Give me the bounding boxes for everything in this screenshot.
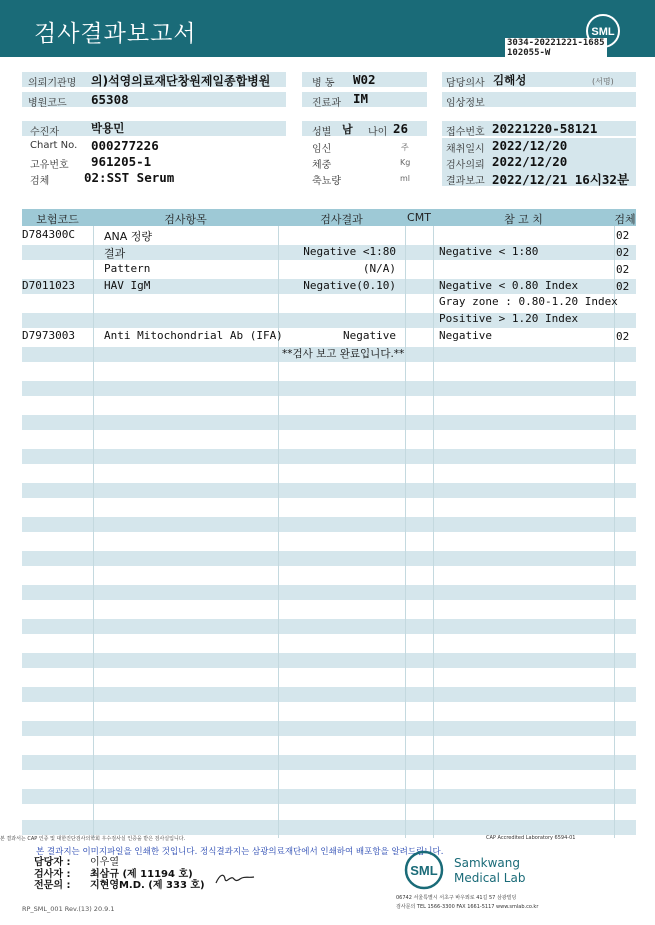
- insurance-code: D7011023: [22, 279, 75, 292]
- report-complete-note: **검사 보고 완료입니다.**: [282, 348, 405, 360]
- dept-value: IM: [353, 91, 369, 106]
- specimen-label: 검체: [30, 176, 50, 187]
- receipt-value: 20221220-58121: [492, 121, 598, 136]
- test-item: HAV IgM: [104, 279, 151, 292]
- patient-value: 박용민: [91, 121, 125, 135]
- doctor-label: 담당의사: [446, 78, 485, 89]
- signature-icon: [214, 870, 256, 886]
- legal-note: 본 결과서는 CAP 인증 및 대한진단검사의학회 우수검사실 인증을 받은 검사실입니다.: [0, 836, 186, 842]
- ward-value: W02: [353, 72, 376, 87]
- reference-value: Negative: [439, 329, 492, 342]
- insurance-code: D784300C: [22, 228, 75, 241]
- insurance-code: D7973003: [22, 329, 75, 342]
- hospital-code-label: 병원코드: [28, 98, 67, 109]
- test-item: Pattern: [104, 262, 151, 275]
- svg-text:SML: SML: [591, 26, 615, 38]
- specimen-code: 02: [616, 263, 630, 276]
- sex-value: 남: [342, 123, 353, 136]
- specimen-code: 02: [616, 330, 630, 343]
- request-value: 2022/12/20: [492, 154, 568, 169]
- weight-label: 체중: [312, 160, 332, 171]
- test-result: Negative <1:80: [303, 245, 396, 258]
- chart-value: 000277226: [91, 138, 159, 153]
- age-value: 26: [393, 121, 409, 136]
- doctor-sign: (서명): [592, 77, 614, 86]
- col-header-result: 검사결과: [320, 213, 363, 226]
- institution-value: 의)석영의료재단창원제일종합병원: [91, 74, 271, 88]
- test-result: (N/A): [362, 262, 396, 275]
- test-result: Negative(0.10): [303, 279, 396, 292]
- sex-label: 성별: [312, 127, 332, 138]
- page-title: 검사결과보고서: [34, 21, 197, 47]
- ward-label: 병 동: [312, 78, 335, 89]
- specimen-code: 02: [616, 246, 630, 259]
- reference-value: Negative < 1:80: [439, 245, 539, 258]
- examiner-value: 최삼규 (제 11194 호): [90, 869, 193, 880]
- sml-footer-logo-icon: [404, 850, 444, 890]
- test-item: 결과: [104, 247, 126, 260]
- col-header-reference: 참 고 치: [504, 213, 543, 226]
- institution-label: 의뢰기관명: [28, 78, 77, 89]
- brand-line2: Medical Lab: [454, 871, 526, 885]
- patient-label: 수진자: [30, 127, 59, 138]
- hospital-code-value: 65308: [91, 92, 129, 107]
- pregnancy-unit: 주: [401, 143, 409, 152]
- examiner-label: 검사자 :: [34, 869, 71, 880]
- col-header-item: 검사항목: [164, 213, 207, 226]
- brand-line1: Samkwang: [454, 856, 520, 870]
- test-result: Negative: [343, 329, 396, 342]
- request-label: 검사의뢰: [446, 160, 485, 171]
- specialist-value: 지현영M.D. (제 333 호): [90, 880, 205, 891]
- chart-label: Chart No.: [30, 140, 78, 151]
- specimen-code: 02: [616, 280, 630, 293]
- collect-value: 2022/12/20: [492, 138, 568, 153]
- reference-value: Positive > 1.20 Index: [439, 312, 579, 325]
- reference-value: Negative < 0.80 Index: [439, 279, 579, 292]
- report-value: 2022/12/21 16시32분: [492, 172, 630, 187]
- cap-note: CAP Accredited Laboratory 6594-01: [486, 835, 576, 841]
- specialist-label: 전문의 :: [34, 880, 71, 891]
- form-number: RP_SML_001 Rev.(13) 20.9.1: [22, 905, 115, 913]
- pregnancy-label: 임신: [312, 144, 332, 155]
- lab-phone: 검사문의 TEL 1566-3300 FAX 1661-5117 www.smlab.co.kr: [396, 904, 539, 910]
- age-label: 나이: [368, 127, 388, 138]
- col-header-cmt: CMT: [407, 211, 431, 224]
- test-item: ANA 정량: [104, 230, 153, 243]
- svg-text:SML: SML: [410, 863, 438, 878]
- print-notice: 본 결과지는 이미지파일을 인쇄한 것입니다. 정식결과지는 삼광의료재단에서 인쇄하여 배포함을 알려드립니다.: [36, 847, 444, 857]
- urine-label: 축뇨량: [312, 176, 341, 187]
- weight-unit: Kg: [400, 158, 411, 167]
- specimen-value: 02:SST Serum: [84, 170, 175, 185]
- report-label: 결과보고: [446, 176, 485, 187]
- test-item: Anti Mitochondrial Ab (IFA): [104, 329, 283, 342]
- clinical-info-label: 임상정보: [446, 98, 485, 109]
- reporter-value: 이우열: [90, 857, 119, 868]
- urine-unit: ml: [400, 174, 411, 183]
- document-number: 3034-20221221-1685 102055-W: [507, 38, 605, 58]
- unique-id-label: 고유번호: [30, 160, 69, 171]
- lab-address: 06742 서울특별시 서초구 바우뫼로 41길 57 삼광빌딩: [396, 895, 517, 901]
- collect-label: 채취일시: [446, 144, 485, 155]
- receipt-label: 접수번호: [446, 127, 485, 138]
- col-header-code: 보험코드: [36, 213, 79, 226]
- reference-value: Gray zone : 0.80-1.20 Index: [439, 295, 618, 308]
- specimen-code: 02: [616, 229, 630, 242]
- doctor-value: 김해성: [493, 73, 527, 87]
- unique-id-value: 961205-1: [91, 154, 152, 169]
- dept-label: 진료과: [312, 98, 341, 109]
- col-header-specimen: 검체: [614, 213, 636, 226]
- reporter-label: 담당자 :: [34, 857, 71, 868]
